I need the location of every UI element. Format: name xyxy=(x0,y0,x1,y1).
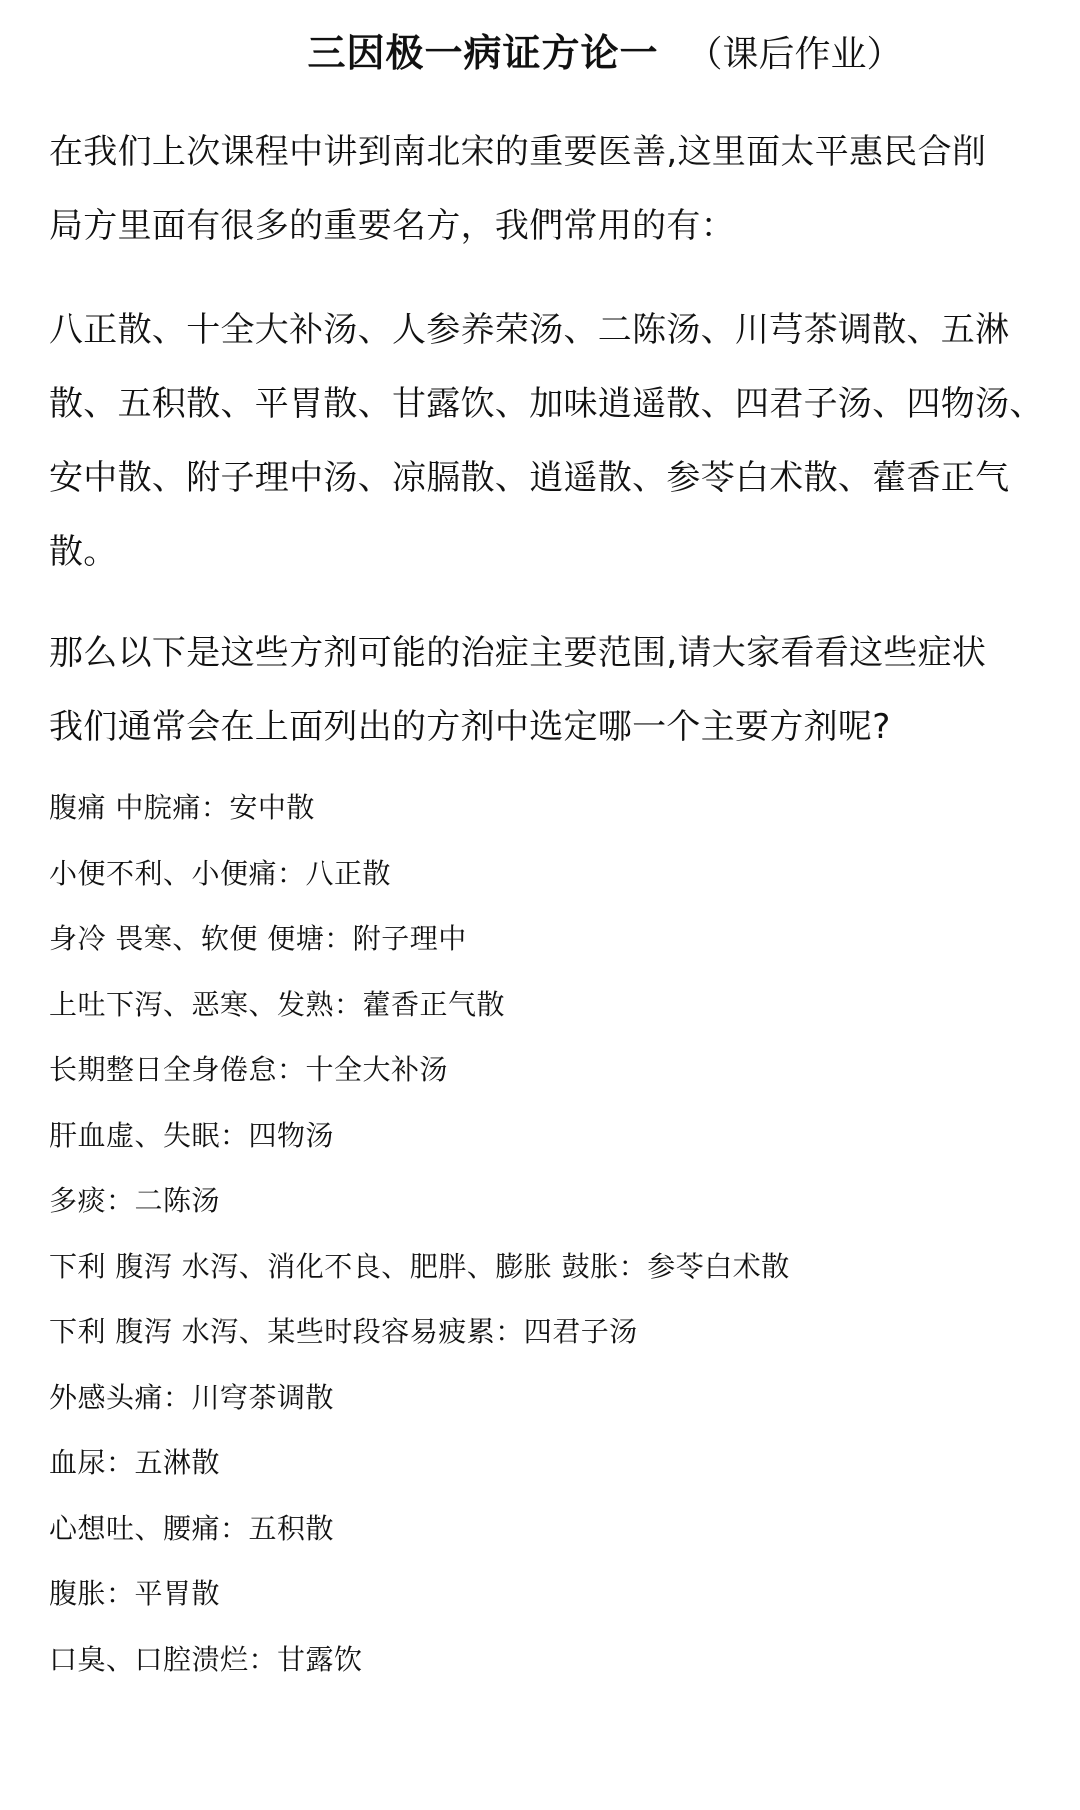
title-main: 三因极一病证方论一 xyxy=(307,31,659,75)
symptom-answer-item: 长期整日全身倦怠：十全大补汤 xyxy=(49,1053,449,1086)
formula-line: 散。 xyxy=(49,532,118,572)
symptom-answer-item: 血尿：五淋散 xyxy=(49,1446,221,1479)
formula-line: 安中散、附子理中汤、凉膈散、逍遥散、参苓白术散、藿香正气 xyxy=(49,458,1010,498)
intro-line: 局方里面有很多的重要名方，我們常用的有： xyxy=(49,206,735,246)
intro-paragraph xyxy=(49,115,1039,263)
formula-line: 散、五积散、平胃散、甘露饮、加味逍遥散、四君子汤、四物汤、 xyxy=(49,384,1044,424)
symptom-answer-item: 心想吐、腰痛：五积散 xyxy=(49,1511,335,1545)
symptom-answer-item: 肝血虚、失眠：四物汤 xyxy=(49,1118,335,1152)
formula-list-paragraph xyxy=(49,293,1044,589)
symptom-answer-item: 外感头痛：川穹茶调散 xyxy=(49,1380,335,1414)
symptom-answer-item: 多痰：二陈汤 xyxy=(49,1184,221,1217)
symptom-answer-item: 下利 腹泻 水泻、消化不良、肥胖、膨胀 鼓胀：参苓白术散 xyxy=(49,1249,790,1283)
symptom-answer-item: 小便不利、小便痛：八正散 xyxy=(49,856,392,890)
symptom-answer-item: 上吐下泻、恶寒、发熟：藿香正气散 xyxy=(49,987,506,1021)
question-line: 我们通常会在上面列出的方剂中选定哪一个主要方剂呢? xyxy=(49,707,891,747)
symptom-answer-item: 下利 腹泻 水泻、某些时段容易疲累：四君子汤 xyxy=(49,1315,638,1348)
question-line: 那么以下是这些方剂可能的治症主要范围,请大家看看这些症状 xyxy=(49,633,987,673)
symptom-answer-item: 身冷 畏寒、软便 便塘：附子理中 xyxy=(49,922,467,955)
page-title xyxy=(0,22,1080,77)
title-note: （课后作业） xyxy=(686,34,903,75)
question-paragraph xyxy=(49,616,1039,764)
symptom-answer-item: 口臭、口腔溃烂：甘露饮 xyxy=(49,1642,363,1676)
intro-line: 在我们上次课程中讲到南北宋的重要医善,这里面太平惠民合削 xyxy=(49,132,987,172)
symptom-answer-item: 腹胀：平胃散 xyxy=(49,1577,221,1610)
formula-line: 八正散、十全大补汤、人参养荣汤、二陈汤、川芎茶调散、五淋 xyxy=(49,310,1010,350)
symptom-answer-item: 腹痛 中脘痛：安中散 xyxy=(49,791,315,824)
symptom-answer-list xyxy=(49,781,1039,1698)
